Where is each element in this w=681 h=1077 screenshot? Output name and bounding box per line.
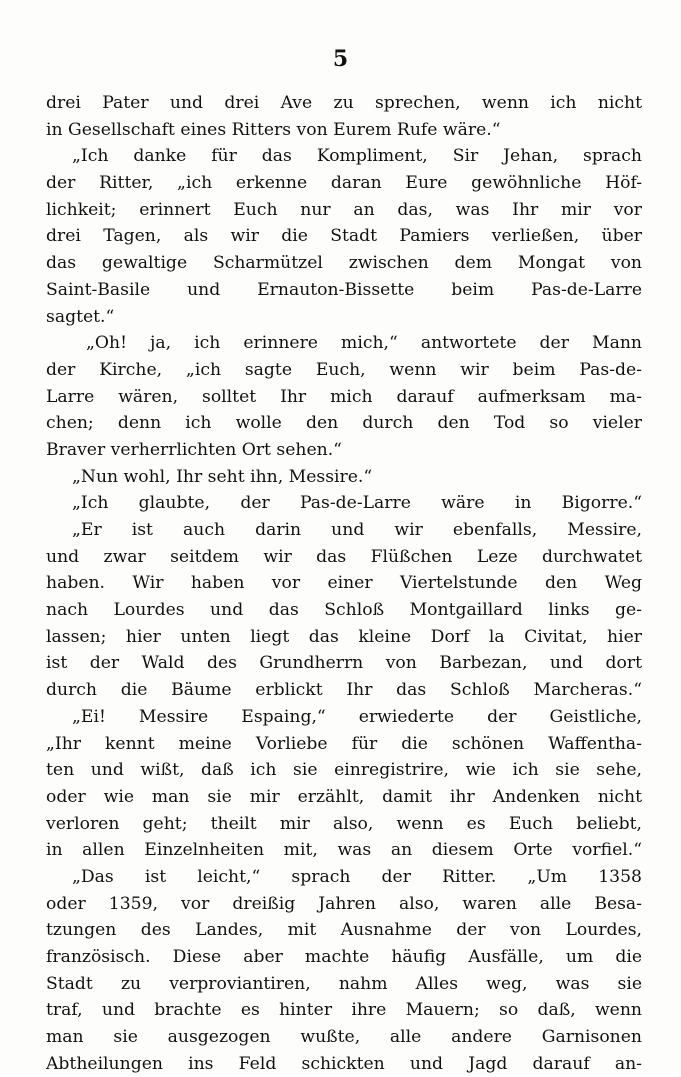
body-text [46,90,642,1077]
text-line: oder 1359, vor dreißig Jahren also, waren alle Besa- [46,893,642,914]
page-number: 5 [332,46,349,72]
text-line: haben. Wir haben vor einer Viertelstunde den Weg [46,573,642,594]
text-line: drei Pater und drei Ave zu sprechen, wenn ich nicht [46,93,642,113]
text-line: in Gesellschaft eines Ritters von Eurem Rufe wäre.“ [46,119,501,140]
text-line: man sie ausgezogen wußte, alle andere Garnisonen [46,1027,642,1048]
text-line: durch die Bäume erblickt Ihr das Schloß Marcheras.“ [46,680,642,701]
text-line: „Ich danke für das Kompliment, Sir Jehan, sprach [72,146,642,167]
text-line: lichkeit; erinnert Euch nur an das, was Ihr mir vor [46,199,642,220]
text-line: „Oh! ja, ich erinnere mich,“ antwortete der Mann [86,333,642,354]
text-line: Saint-Basile und Ernauton-Bissette beim Pas-de-Larre [46,279,642,300]
text-line: Abtheilungen ins Feld schickten und Jagd darauf an- [46,1053,642,1074]
text-line: französisch. Diese aber machte häufig Ausfälle, um die [46,947,642,967]
text-line: der Kirche, „ich sagte Euch, wenn wir beim Pas-de- [46,359,642,380]
text-line: „Nun wohl, Ihr seht ihn, Messire.“ [72,466,373,487]
text-line: in allen Einzelnheiten mit, was an diesem Orte vorfiel.“ [46,840,642,861]
text-line: ist der Wald des Grundherrn von Barbezan, und dort [46,653,642,674]
text-line: chen; denn ich wolle den durch den Tod so vieler [46,413,642,434]
text-line: oder wie man sie mir erzählt, damit ihr Andenken nicht [46,786,642,807]
text-line: „Ich glaubte, der Pas-de-Larre wäre in Bigorre.“ [72,493,642,514]
text-line: Larre wären, solltet Ihr mich darauf aufmerksam ma- [46,386,642,407]
text-line: „Ihr kennt meine Vorliebe für die schönen Waffentha- [46,733,642,754]
text-line: Braver verherrlichten Ort sehen.“ [46,439,342,460]
text-line: das gewaltige Scharmützel zwischen dem Mongat von [46,253,642,274]
text-line: sagtet.“ [46,306,115,327]
text-line: traf, und brachte es hinter ihre Mauern; so daß, wenn [46,1000,642,1021]
text-line: nach Lourdes und das Schloß Montgaillard links ge- [46,600,642,621]
text-line: Stadt zu verproviantiren, nahm Alles weg, was sie [46,973,642,994]
text-line: ten und wißt, daß ich sie einregistrire, wie ich sie sehe, [46,760,642,781]
text-line: lassen; hier unten liegt das kleine Dorf la Civitat, hier [46,626,642,647]
text-line: „Ei! Messire Espaing,“ erwiederte der Geistliche, [72,706,642,727]
text-line: tzungen des Landes, mit Ausnahme der von Lourdes, [46,920,642,941]
text-line: drei Tagen, als wir die Stadt Pamiers verließen, über [46,226,642,247]
text-line: und zwar seitdem wir das Flüßchen Leze durchwatet [46,546,642,567]
text-line: der Ritter, „ich erkenne daran Eure gewöhnliche Höf- [46,173,642,194]
text-line: verloren geht; theilt mir also, wenn es Euch beliebt, [46,813,642,834]
text-line: „Das ist leicht,“ sprach der Ritter. „Um 1358 [72,866,642,887]
text-line: „Er ist auch darin und wir ebenfalls, Messire, [72,520,642,540]
